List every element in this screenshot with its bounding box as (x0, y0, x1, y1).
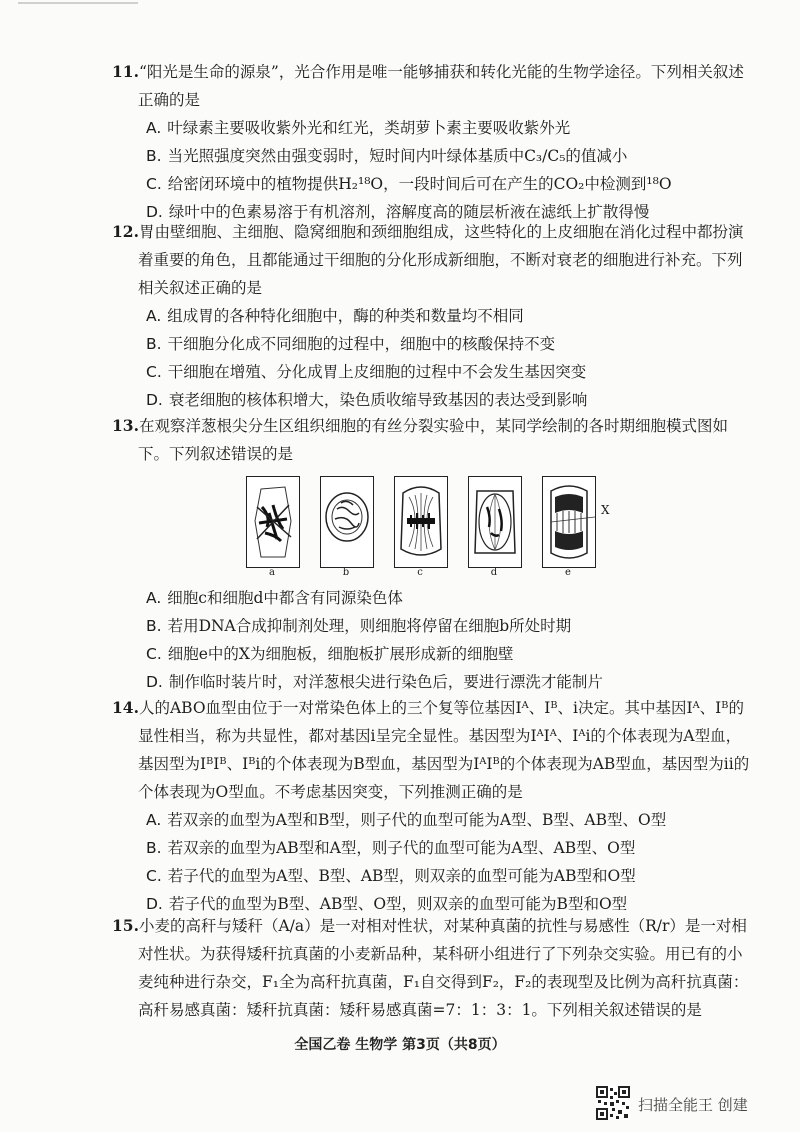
question-number: 14. (112, 698, 139, 717)
cell-caption-d: d (490, 567, 498, 578)
cell-e (542, 476, 596, 568)
cell-caption-a: a (269, 567, 275, 578)
scanner-watermark (596, 1086, 796, 1126)
question-14 (112, 694, 752, 918)
question-number: 11. (112, 62, 139, 81)
mitosis-figure (246, 476, 602, 582)
option-c: C. 若子代的血型为A型、B型、AB型，则双亲的血型可能为AB型和O型 (146, 867, 636, 885)
option-d: D. 衰老细胞的核体积增大，染色质收缩导致基因的表达受到影响 (146, 391, 588, 409)
option-d: D. 若子代的血型为B型、AB型、O型，则双亲的血型可能为B型和O型 (146, 895, 628, 913)
option-b: B. 若双亲的血型为AB型和A型，则子代的血型可能为A型、AB型、O型 (146, 839, 636, 857)
question-number: 12. (112, 222, 139, 241)
qr-code-icon (596, 1086, 630, 1120)
option-b: B. 若用DNA合成抑制剂处理，则细胞将停留在细胞b所处时期 (146, 617, 572, 635)
option-c: C. 干细胞在增殖、分化成胃上皮细胞的过程中不会发生基因突变 (146, 363, 587, 381)
question-13 (112, 412, 752, 468)
question-stem: “阳光是生命的源泉”，光合作用是唯一能够捕获和转化光能的生物学途径。下列相关叙述正确的是 (138, 63, 744, 109)
question-stem: 在观察洋葱根尖分生区组织细胞的有丝分裂实验中，某同学绘制的各时期细胞模式图如下。下列叙述错误的是 (138, 417, 728, 463)
cell-plate-marker: X (601, 503, 610, 517)
option-a: A. 叶绿素主要吸收紫外光和红光，类胡萝卜素主要吸收紫外光 (146, 119, 571, 137)
option-c: C. 给密闭环境中的植物提供H₂¹⁸O，一段时间后可在产生的CO₂中检测到¹⁸O (146, 175, 672, 193)
cell-c (394, 476, 448, 568)
question-number: 15. (112, 916, 139, 935)
question-11 (112, 58, 752, 226)
option-a: A. 若双亲的血型为A型和B型，则子代的血型可能为A型、B型、AB型、O型 (146, 811, 667, 829)
question-number: 13. (112, 416, 139, 435)
cell-a (246, 476, 300, 568)
question-stem: 人的ABO血型由位于一对常染色体上的三个复等位基因Iᴬ、Iᴮ、i决定。其中基因Iᴬ、Iᴮ的显性相当，称为共显性，都对基因i呈完全显性。基因型为IᴬIᴬ、Iᴬi的个体表现为A型血，基因型为IᴮIᴮ、Iᴮi的个体表现为B型血，基因型为IᴬIᴮ的个体表现为AB型血，基因型为ii的个体表现为O型血。不考虑基因突变，下列推测正确的是 (138, 699, 750, 801)
option-a: A. 细胞c和细胞d中都含有同源染色体 (146, 589, 403, 607)
question-stem: 小麦的高秆与矮秆（A/a）是一对相对性状，对某种真菌的抗性与易感性（R/r）是一对相对性状。为获得矮秆抗真菌的小麦新品种，某科研小组进行了下列杂交实验。用已有的小麦纯种进行杂交，F₁全为高秆抗真菌，F₁自交得到F₂，F₂的表现型及比例为高秆抗真菌：高秆易感真菌：矮秆抗真菌：矮秆易感真菌=7：1：3：1。下列相关叙述错误的是 (138, 917, 749, 1019)
cell-d (468, 476, 522, 568)
question-12 (112, 218, 752, 414)
question-stem: 胃由壁细胞、主细胞、隐窝细胞和颈细胞组成，这些特化的上皮细胞在消化过程中都扮演着重要的角色，且都能通过干细胞的分化形成新细胞，不断对衰老的细胞进行补充。下列相关叙述正确的是 (138, 223, 744, 297)
cell-caption-b: b (342, 567, 350, 578)
option-a: A. 组成胃的各种特化细胞中，酶的种类和数量均不相同 (146, 307, 524, 325)
option-d: D. 制作临时装片时，对洋葱根尖进行染色后，要进行漂洗才能制片 (146, 673, 603, 691)
option-b: B. 干细胞分化成不同细胞的过程中，细胞中的核酸保持不变 (146, 335, 556, 353)
cell-caption-c: c (417, 567, 423, 578)
question-13-options (112, 584, 752, 696)
option-b: B. 当光照强度突然由强变弱时，短时间内叶绿体基质中C₃/C₅的值减小 (146, 147, 628, 165)
watermark-text: 扫描全能王 创建 (638, 1096, 748, 1114)
cell-caption-e: e (565, 567, 571, 578)
question-15 (112, 912, 752, 1024)
page-footer: 全国乙卷 生物学 第3页（共8页） (294, 1037, 506, 1053)
option-d: D. 绿叶中的色素易溶于有机溶剂，溶解度高的随层析液在滤纸上扩散得慢 (146, 203, 650, 221)
option-c: C. 细胞e中的X为细胞板，细胞板扩展形成新的细胞壁 (146, 645, 514, 663)
cell-b (320, 476, 374, 568)
scan-edge-shadow (18, 2, 138, 4)
